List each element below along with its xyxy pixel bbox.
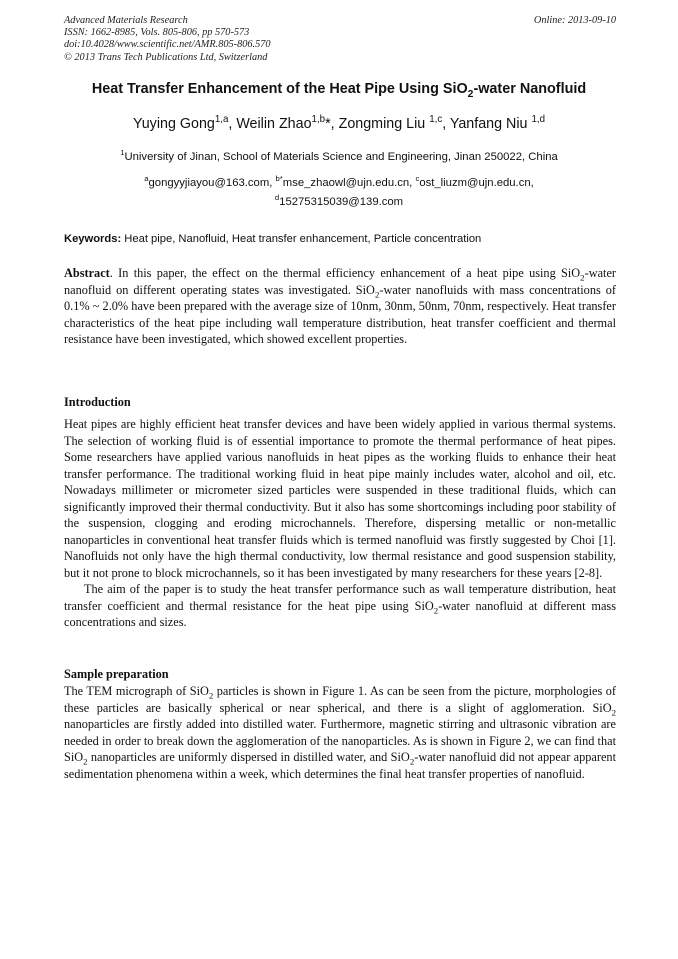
email-mark: c [415,174,420,184]
paragraph-text: The TEM micrograph of SiO [64,684,209,698]
email-mark: d [274,193,280,203]
email-address: gongyyjiayou@163.com, [148,177,276,189]
author-name: Yuying Gong [132,116,215,132]
email-address: 15275315039@139.com [279,196,404,208]
email-line-2 [30,193,648,212]
email-mark: a [144,174,149,184]
title-text: Heat Transfer Enhancement of the Heat Pipe Using SiO [91,81,468,97]
author-affil-mark: 1,c [429,114,443,126]
abstract-label: Abstract [64,266,110,280]
paragraph-text: -water nanofluid did not appear apparent sedimentation phenomena within a week, which determines the final heat transfer properties of nanofluid. [64,750,616,781]
email-address: ost_liuzm@ujn.edu.cn, [419,177,534,189]
email-line-1 [30,174,648,193]
abstract [64,265,616,348]
abstract-text: . In this paper, the effect on the thermal efficiency enhancement of a heat pipe using SiO [109,266,581,280]
email-mark: b* [275,174,283,184]
author-list [30,114,648,134]
subscript: 2 [83,756,88,767]
subscript: 2 [374,288,380,299]
paragraph-text: The aim of the paper is to study the heat transfer performance such as wall temperature distribution, heat transfer coefficient and thermal resistance for the heat pipe using SiO [64,582,616,613]
author-separator: , [330,116,339,132]
paper-title [30,80,648,98]
journal-name: Advanced Materials Research [64,15,188,26]
affiliation-text: University of Jinan, School of Materials Science and Engineering, Jinan 250022, China [124,151,558,163]
paragraph-text: -water nanofluid at different mass concentrations and sizes. [64,598,617,629]
abstract-text: -water nanofluid on different operating states was investigated. SiO [64,266,616,297]
subscript: 2 [208,690,214,701]
paragraph: Heat pipes are highly efficient heat transfer devices and have been widely applied in various thermal systems. The selection of working fluid is of essential importance to promote the thermal performance of heat pipes. Some researchers have applied various nanofluids in heat pipes as the working fluids to enhance their heat transfer performance. The traditional working fluid in heat pipe mainly includes water, alcohol and oil, etc. Nowadays millimeter or micrometer sized particles were suspended in these traditional fluids, which can significantly improved their thermal conductivity. But it also has some shortcomings including poor stability of the suspension, clogging and eroding microchannels. Therefore, dispersing metallic or non-metallic nanoparticles in conventional heat transfer fluids which is termed nanofluid was firstly suggested by Choi [1]. Nanofluids not only have the high thermal conductivity, low thermal resistance and good suspension stability, but it not prone to block microchannels, so it has been investigated by many researchers for these years [2-8]. [64,417,616,580]
abstract-text: -water nanofluids with mass concentrations of 0.1% ~ 2.0% have been prepared with the average size of 10nm, 30nm, 50nm, 70nm, respectively. Heat transfer characteristics of the heat pipe including wall temperature distribution, heat transfer coefficient and thermal resistance have been investigated, which showed excellent properties. [64,282,616,346]
subscript: 2 [409,756,415,767]
author-affil-mark: 1,b [311,114,326,126]
subscript: 2 [433,604,439,615]
title-text-end: -water Nanofluid [473,81,587,97]
email-address: mse_zhaowl@ujn.edu.cn, [282,177,416,189]
sample-preparation-heading: Sample preparation [64,667,169,681]
email-list [30,174,648,212]
author-affil-mark: 1,d [531,114,546,126]
subscript: 2 [580,272,585,283]
author-separator: , [442,116,450,132]
introduction-heading: Introduction [64,395,131,409]
author-affil-mark: 1,a [214,114,229,126]
online-date: Online: 2013-09-10 [533,15,616,26]
introduction-body [64,416,616,631]
author-name: Weilin Zhao [236,116,312,132]
copyright-line: © 2013 Trans Tech Publications Ltd, Switzerland [64,51,268,63]
keywords-label: Keywords: [64,233,122,245]
keywords-text: Heat pipe, Nanofluid, Heat transfer enhancement, Particle concentration [121,233,482,245]
journal-header [64,15,616,64]
paragraph-text: nanoparticles are uniformly dispersed in distilled water, and SiO [87,750,410,764]
author-name: Yanfang Niu [449,116,528,132]
subscript: 2 [611,706,616,717]
keywords [64,231,616,247]
affiliation-mark: 1 [120,148,125,158]
affiliation [30,149,648,165]
title-subscript: 2 [467,88,474,100]
sample-preparation-body [64,683,616,782]
author-name: Zongming Liu [338,116,426,132]
doi-line: doi:10.4028/www.scientific.net/AMR.805-806.570 [64,39,271,51]
paragraph [64,581,616,631]
corresponding-mark: * [325,116,331,132]
paragraph-text: nanoparticles are firstly added into distilled water. Furthermore, magnetic stirring and ultrasonic vibration are needed in order to break down the agglomeration of the nanoparticles. As is shown in Figure 2, we can find that SiO [64,717,616,764]
author-separator: , [228,116,237,132]
paragraph-text: particles is shown in Figure 1. As can be seen from the picture, morphologies of these particles are basically spherical or near spherical, and there is a slight of agglomeration. SiO [64,684,616,715]
issn-line: ISSN: 1662-8985, Vols. 805-806, pp 570-573 [64,27,250,39]
